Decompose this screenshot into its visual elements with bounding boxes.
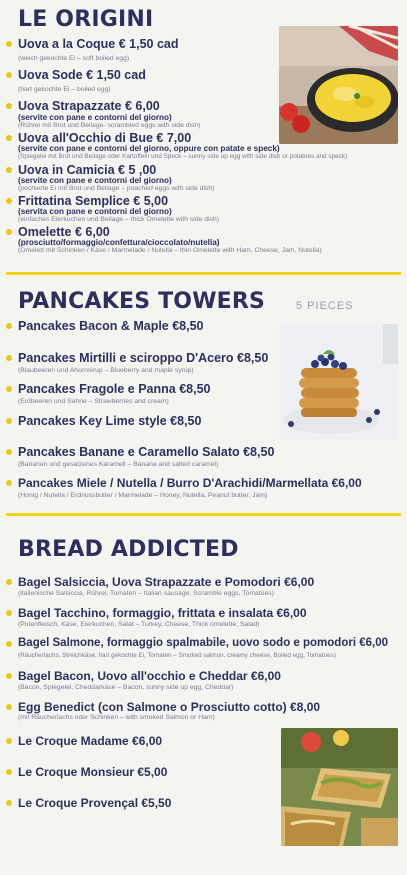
section-divider: [6, 513, 401, 516]
bullet: [6, 704, 12, 710]
scrambled-eggs-photo: [279, 26, 398, 144]
bullet: [6, 610, 12, 616]
bullet: [6, 135, 12, 141]
section-title-bread-addicted: BREAD ADDICTED: [18, 537, 239, 562]
portion-note: 5 PIECES: [296, 300, 354, 312]
section-title-le-origini: LE ORIGINI: [18, 7, 154, 32]
bullet: [6, 355, 12, 361]
bullet: [6, 103, 12, 109]
bullet: [6, 800, 12, 806]
bullet: [6, 449, 12, 455]
croque-sandwich-photo: [281, 728, 398, 846]
bullet: [6, 229, 12, 235]
bullet: [6, 480, 12, 486]
bullet: [6, 198, 12, 204]
bullet: [6, 323, 12, 329]
bullet: [6, 673, 12, 679]
bullet: [6, 418, 12, 424]
section-divider: [6, 272, 401, 275]
bullet: [6, 738, 12, 744]
section-title-pancakes-towers: PANCAKES TOWERS: [18, 289, 266, 314]
bullet: [6, 641, 12, 647]
bullet: [6, 769, 12, 775]
bullet: [6, 72, 12, 78]
bullet: [6, 579, 12, 585]
pancake-tower-photo: [279, 324, 398, 440]
bullet: [6, 386, 12, 392]
bullet: [6, 167, 12, 173]
bullet: [6, 41, 12, 47]
